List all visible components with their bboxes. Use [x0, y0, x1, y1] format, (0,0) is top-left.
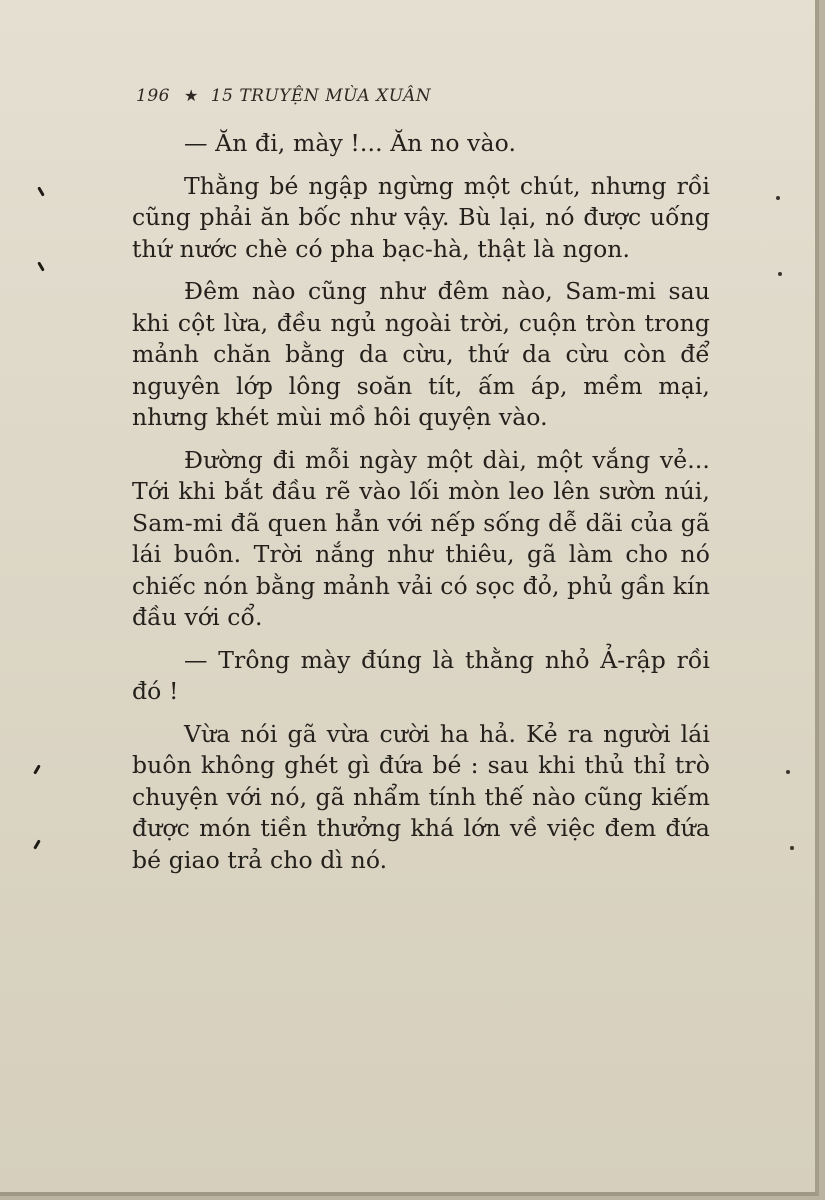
edge-mark: [776, 196, 780, 200]
edge-mark: [790, 846, 794, 850]
edge-mark: [786, 770, 790, 774]
paragraph: — Ăn đi, mày !... Ăn no vào.: [184, 129, 517, 157]
paragraph: Thằng bé ngập ngừng một chút, nhưng rồi cũng phải ăn bốc như vậy. Bù lại, nó được uống thứ nước chè có pha bạc-hà, thật là ngon.: [132, 171, 710, 263]
star-icon: ★: [183, 86, 199, 105]
paragraph: Vừa nói gã vừa cười ha hả. Kẻ ra người lái buôn không ghét gì đứa bé : sau khi thủ thỉ trò chuyện với nó, gã nhẩm tính thế nào cũng kiếm được món tiền thưởng khá lớn về việc đem đứa bé giao trả cho dì nó.: [132, 719, 710, 874]
binding-thread-mark: [37, 261, 45, 271]
page-body: [132, 128, 710, 887]
page-header: [136, 86, 431, 106]
page-number: 196: [136, 86, 170, 106]
paragraph: Đêm nào cũng như đêm nào, Sam-mi sau khi cột lừa, đều ngủ ngoài trời, cuộn tròn trong mảnh chăn bằng da cừu, thứ da cừu còn để nguyên lớp lông soăn tít, ấm áp, mềm mại, nhưng khét mùi mồ hôi quyện vào.: [132, 277, 710, 431]
paragraph: Đường đi mỗi ngày một dài, một vắng vẻ... Tới khi bắt đầu rẽ vào lối mòn leo lên sườn núi, Sam-mi đã quen hẳn với nếp sống dễ dãi của gã lái buôn. Trời nắng như thiêu, gã làm cho nó chiếc nón bằng mảnh vải có sọc đỏ, phủ gần kín đầu với cổ.: [132, 445, 710, 631]
paragraph: — Trông mày đúng là thằng nhỏ Ả-rập rồi đó !: [132, 645, 710, 705]
binding-thread-mark: [33, 839, 41, 849]
running-title: 15 TRUYỆN MÙA XUÂN: [210, 86, 432, 106]
binding-thread-mark: [33, 764, 41, 774]
binding-thread-mark: [37, 186, 45, 196]
edge-mark: [778, 272, 782, 276]
